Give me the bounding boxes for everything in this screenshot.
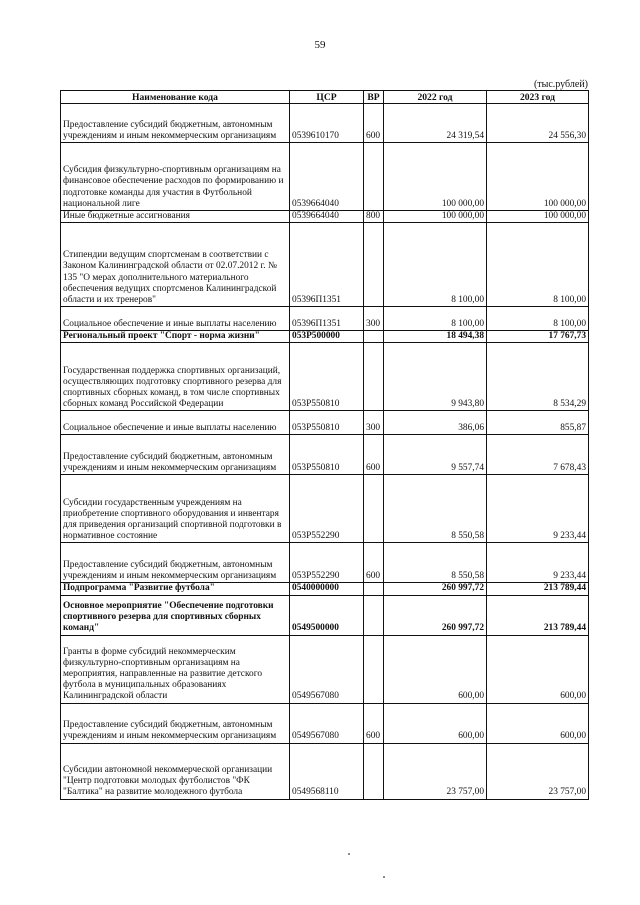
row-2023-cell: 9 233,44 bbox=[487, 475, 589, 543]
row-vr-cell bbox=[364, 583, 384, 595]
row-vr-cell bbox=[364, 595, 384, 635]
table-row bbox=[61, 104, 589, 143]
row-name-cell: Субсидии автономной некоммерческой организации "Центр подготовки молодых футболистов "ФК "Балтика" на развитие молодежного футбола bbox=[61, 743, 290, 799]
row-2022-cell: 8 100,00 bbox=[384, 307, 487, 331]
table-row bbox=[61, 331, 589, 343]
row-2022-cell: 9 557,74 bbox=[384, 435, 487, 475]
row-2023-cell: 100 000,00 bbox=[487, 143, 589, 211]
row-2023-cell: 8 100,00 bbox=[487, 223, 589, 307]
row-code-cell: 05396П1351 bbox=[290, 223, 364, 307]
table-row bbox=[61, 223, 589, 307]
row-vr-cell: 800 bbox=[364, 211, 384, 223]
row-vr-cell bbox=[364, 743, 384, 799]
row-code-cell: 0549500000 bbox=[290, 595, 364, 635]
table-row bbox=[61, 543, 589, 583]
units-label: (тыс.рублей) bbox=[533, 79, 588, 90]
row-name-cell: Предоставление субсидий бюджетным, автономным учреждениям и иным некоммерческим организациям bbox=[61, 435, 290, 475]
table-row bbox=[61, 595, 589, 635]
row-vr-cell bbox=[364, 331, 384, 343]
row-2022-cell: 600,00 bbox=[384, 635, 487, 703]
row-code-cell: 053Р550810 bbox=[290, 435, 364, 475]
table-row bbox=[61, 703, 589, 743]
row-code-cell: 053Р550810 bbox=[290, 411, 364, 435]
scan-speck bbox=[383, 876, 385, 878]
row-2022-cell: 260 997,72 bbox=[384, 595, 487, 635]
row-vr-cell: 300 bbox=[364, 411, 384, 435]
row-2023-cell: 8 100,00 bbox=[487, 307, 589, 331]
row-name-cell: Предоставление субсидий бюджетным, автономным учреждениям и иным некоммерческим организациям bbox=[61, 543, 290, 583]
row-2022-cell: 100 000,00 bbox=[384, 211, 487, 223]
table-header-row bbox=[61, 91, 589, 104]
row-2023-cell: 213 789,44 bbox=[487, 595, 589, 635]
row-2023-cell: 855,87 bbox=[487, 411, 589, 435]
row-code-cell: 053Р550810 bbox=[290, 343, 364, 411]
row-vr-cell bbox=[364, 343, 384, 411]
row-name-cell: Региональный проект "Спорт - норма жизни" bbox=[61, 331, 290, 343]
row-vr-cell: 300 bbox=[364, 307, 384, 331]
table-body bbox=[61, 104, 589, 800]
row-name-cell: Предоставление субсидий бюджетным, автономным учреждениям и иным некоммерческим организациям bbox=[61, 703, 290, 743]
row-code-cell: 0539664040 bbox=[290, 143, 364, 211]
row-2023-cell: 23 757,00 bbox=[487, 743, 589, 799]
table-row bbox=[61, 435, 589, 475]
row-code-cell: 0549567080 bbox=[290, 703, 364, 743]
row-name-cell: Гранты в форме субсидий некоммерческим физкультурно-спортивным организациям на мероприятия, направленные на развитие детского футбола в муниципальных образованиях Калининградской области bbox=[61, 635, 290, 703]
row-code-cell: 0549567080 bbox=[290, 635, 364, 703]
table-row bbox=[61, 143, 589, 211]
row-vr-cell: 600 bbox=[364, 435, 384, 475]
row-vr-cell bbox=[364, 475, 384, 543]
row-code-cell: 053Р552290 bbox=[290, 543, 364, 583]
row-2022-cell: 18 494,38 bbox=[384, 331, 487, 343]
row-name-cell: Основное мероприятие "Обеспечение подготовки спортивного резерва для спортивных сборных команд" bbox=[61, 595, 290, 635]
row-2022-cell: 8 550,58 bbox=[384, 475, 487, 543]
table-row bbox=[61, 635, 589, 703]
row-code-cell: 053Р552290 bbox=[290, 475, 364, 543]
row-code-cell: 05396П1351 bbox=[290, 307, 364, 331]
row-2022-cell: 8 550,58 bbox=[384, 543, 487, 583]
row-name-cell: Социальное обеспечение и иные выплаты населению bbox=[61, 411, 290, 435]
row-2023-cell: 7 678,43 bbox=[487, 435, 589, 475]
row-2023-cell: 213 789,44 bbox=[487, 583, 589, 595]
table-row bbox=[61, 307, 589, 331]
row-name-cell: Субсидия физкультурно-спортивным организациям на финансовое обеспечение расходов по формированию и подготовке команды для участия в Футбольной национальной лиге bbox=[61, 143, 290, 211]
row-2022-cell: 24 319,54 bbox=[384, 104, 487, 143]
row-2023-cell: 8 534,29 bbox=[487, 343, 589, 411]
row-vr-cell bbox=[364, 223, 384, 307]
table-row bbox=[61, 411, 589, 435]
row-code-cell: 0540000000 bbox=[290, 583, 364, 595]
row-code-cell: 0549568110 bbox=[290, 743, 364, 799]
row-name-cell: Предоставление субсидий бюджетным, автономным учреждениям и иным некоммерческим организациям bbox=[61, 104, 290, 143]
page-number: 59 bbox=[314, 39, 326, 51]
header-2022: 2022 год bbox=[384, 91, 487, 104]
row-vr-cell bbox=[364, 143, 384, 211]
row-2022-cell: 9 943,80 bbox=[384, 343, 487, 411]
row-name-cell: Социальное обеспечение и иные выплаты населению bbox=[61, 307, 290, 331]
row-code-cell: 0539610170 bbox=[290, 104, 364, 143]
row-name-cell: Государственная поддержка спортивных организаций, осуществляющих подготовку спортивного резерва для спортивных сборных команд, в том числе спортивных сборных команд Российской Федерации bbox=[61, 343, 290, 411]
row-name-cell: Субсидии государственным учреждениям на приобретение спортивного оборудования и инвентаря для приведения организаций спортивной подготовки в нормативное состояние bbox=[61, 475, 290, 543]
header-name: Наименование кода bbox=[61, 91, 290, 104]
row-vr-cell: 600 bbox=[364, 543, 384, 583]
row-2023-cell: 600,00 bbox=[487, 703, 589, 743]
header-2023: 2023 год bbox=[487, 91, 589, 104]
header-csr: ЦСР bbox=[290, 91, 364, 104]
budget-table bbox=[60, 90, 589, 800]
header-vr: ВР bbox=[364, 91, 384, 104]
row-2022-cell: 100 000,00 bbox=[384, 143, 487, 211]
row-2023-cell: 9 233,44 bbox=[487, 543, 589, 583]
row-code-cell: 0539664040 bbox=[290, 211, 364, 223]
row-name-cell: Иные бюджетные ассигнования bbox=[61, 211, 290, 223]
row-vr-cell: 600 bbox=[364, 104, 384, 143]
row-vr-cell bbox=[364, 635, 384, 703]
row-2023-cell: 24 556,30 bbox=[487, 104, 589, 143]
table-row bbox=[61, 743, 589, 799]
row-2022-cell: 23 757,00 bbox=[384, 743, 487, 799]
row-2022-cell: 8 100,00 bbox=[384, 223, 487, 307]
row-2023-cell: 100 000,00 bbox=[487, 211, 589, 223]
row-2023-cell: 17 767,73 bbox=[487, 331, 589, 343]
row-vr-cell: 600 bbox=[364, 703, 384, 743]
row-name-cell: Стипендии ведущим спортсменам в соответствии с Законом Калининградской области от 02.07.2012 г. № 135 "О мерах дополнительного материального обеспечения ведущих спортсменов Калининградской области и их тренеров" bbox=[61, 223, 290, 307]
row-code-cell: 053Р500000 bbox=[290, 331, 364, 343]
row-2022-cell: 260 997,72 bbox=[384, 583, 487, 595]
row-2022-cell: 386,06 bbox=[384, 411, 487, 435]
row-2022-cell: 600,00 bbox=[384, 703, 487, 743]
table-row bbox=[61, 475, 589, 543]
scan-speck bbox=[348, 853, 350, 855]
table-row bbox=[61, 583, 589, 595]
row-name-cell: Подпрограмма "Развитие футбола" bbox=[61, 583, 290, 595]
row-2023-cell: 600,00 bbox=[487, 635, 589, 703]
table-row bbox=[61, 211, 589, 223]
table-row bbox=[61, 343, 589, 411]
